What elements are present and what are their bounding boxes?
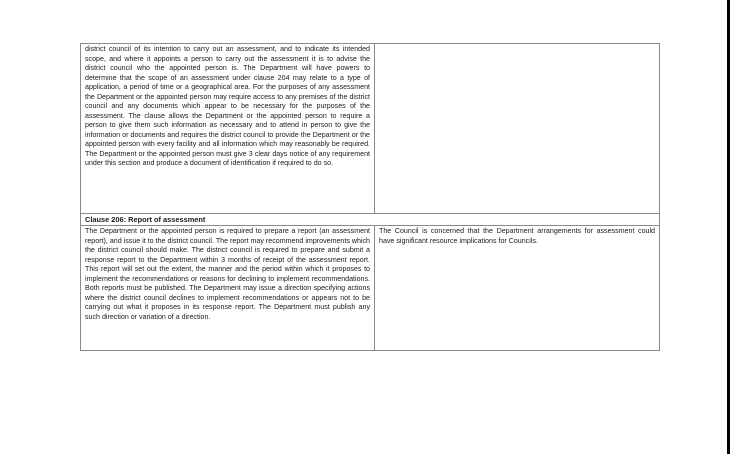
table-row <box>81 226 660 351</box>
clause-206-heading: Clause 206: Report of assessment <box>81 214 660 226</box>
table-row <box>81 44 660 214</box>
clause-description-cell: district council of its intention to carry out an assessment, and to indicate its intended scope, and where it appoints a person to carry out the assessment it is to advise the district council who the appointed person is. The Department will have powers to determine that the scope of an assessment under clause 204 may relate to a type of application, a period of time or a geographical area. For the purposes of any assessment the Department or the appointed person may require access to any premises of the district council and any documents which appear to be necessary for the purposes of the assessment. The clause allows the Department or the appointed person to require a person to give them such information as necessary and to attend in person to give the information or documents and requires the district council to provide the Department or the appointed person with every facility and all information which may reasonably be required. The Department or the appointed person must give 3 clear days notice of any requirement under this section and produce a document of identification if required to do so. <box>81 44 375 214</box>
council-comment-cell <box>375 44 660 214</box>
clause-commentary-table <box>80 43 660 351</box>
clause-description-cell: The Department or the appointed person is required to prepare a report (an assessment report), and issue it to the district council. The report may recommend improvements which the district council should make. The district council is required to prepare and submit a response report to the Department within 3 months of receipt of the assessment report. This report will set out the extent, the manner and the period within which it proposes to implement the recommendations or reasons for declining to implement recommendations. Both reports must be published. The Department may issue a direction specifying actions where the district council declines to implement recommendations or appears not to be carrying out what it proposes in its response report. The Department must publish any such direction or variation of a direction. <box>81 226 375 351</box>
section-heading-row <box>81 214 660 226</box>
council-comment-cell: The Council is concerned that the Department arrangements for assessment could have significant resource implications for Councils. <box>375 226 660 351</box>
